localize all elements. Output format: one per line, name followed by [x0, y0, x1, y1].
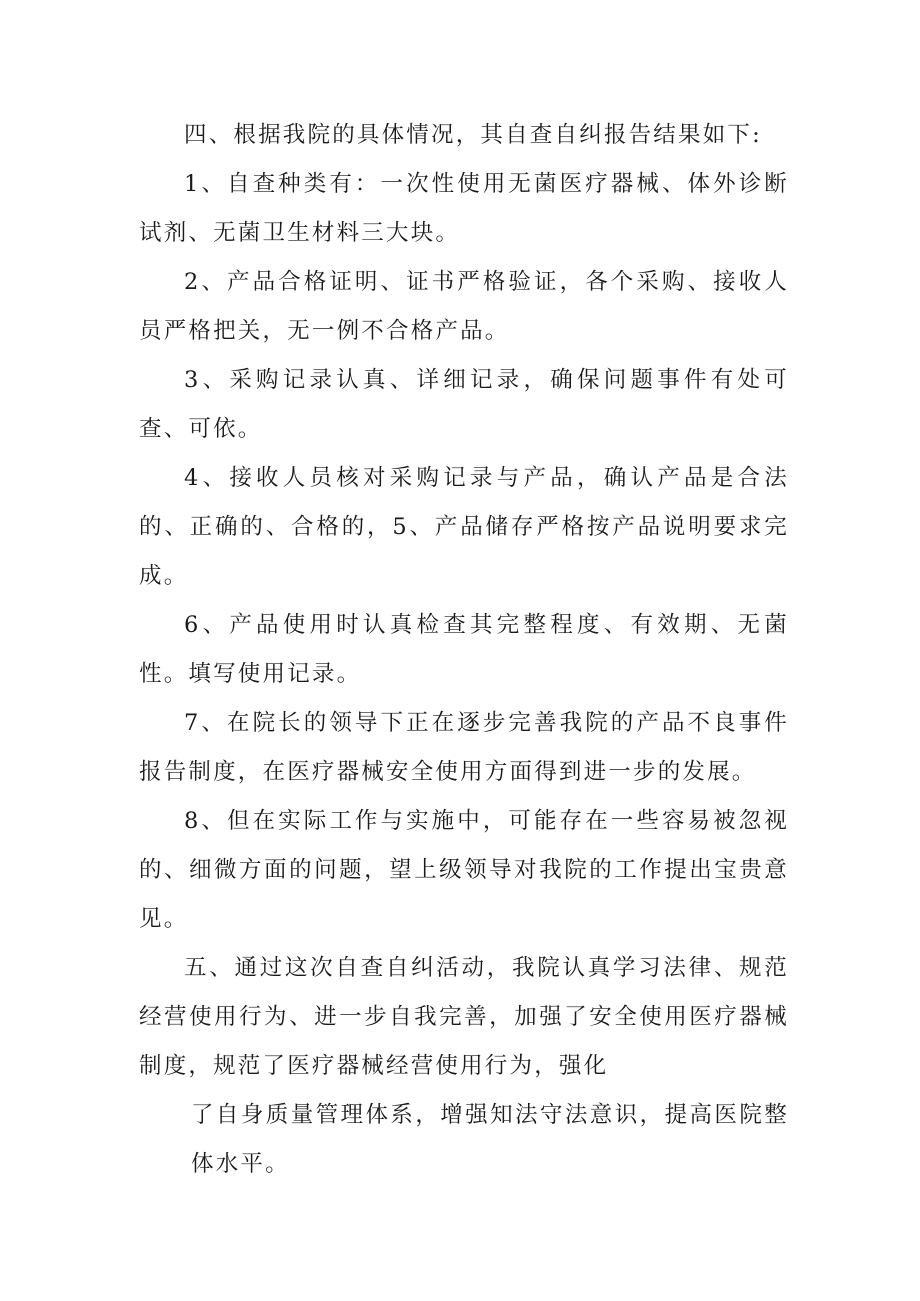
paragraph-item-2: 2、产品合格证明、证书严格验证，各个采购、接收人员严格把关，无一例不合格产品。 — [139, 269, 789, 344]
paragraph-item-7: 7、在院长的领导下正在逐步完善我院的产品不良事件报告制度，在医疗器械安全使用方面得到进一步的发展。 — [139, 710, 789, 785]
paragraph-section-four-heading: 四、根据我院的具体情况，其自查自纠报告结果如下: — [184, 122, 762, 148]
paragraph-item-1: 1、自查种类有：一次性使用无菌医疗器械、体外诊断试剂、无菌卫生材料三大块。 — [139, 171, 789, 246]
paragraph-section-five: 五、通过这次自查自纠活动，我院认真学习法律、规范经营使用行为、进一步自我完善，加强了安全使用医疗器械制度，规范了医疗器械经营使用行为，强化 — [139, 955, 789, 1079]
paragraph-item-3: 3、采购记录认真、详细记录，确保问题事件有处可查、可依。 — [139, 367, 789, 442]
paragraph-item-4-5: 4、接收人员核对采购记录与产品，确认产品是合法的、正确的、合格的，5、产品储存严格按产品说明要求完成。 — [139, 465, 789, 589]
paragraph-item-8: 8、但在实际工作与实施中，可能存在一些容易被忽视的、细微方面的问题，望上级领导对我院的工作提出宝贵意见。 — [139, 808, 789, 932]
paragraph-section-five-continuation: 了自身质量管理体系，增强知法守法意识，提高医院整体水平。 — [191, 1102, 789, 1177]
paragraph-item-6: 6、产品使用时认真检查其完整程度、有效期、无菌性。填写使用记录。 — [139, 612, 789, 687]
document-body — [139, 111, 789, 1189]
